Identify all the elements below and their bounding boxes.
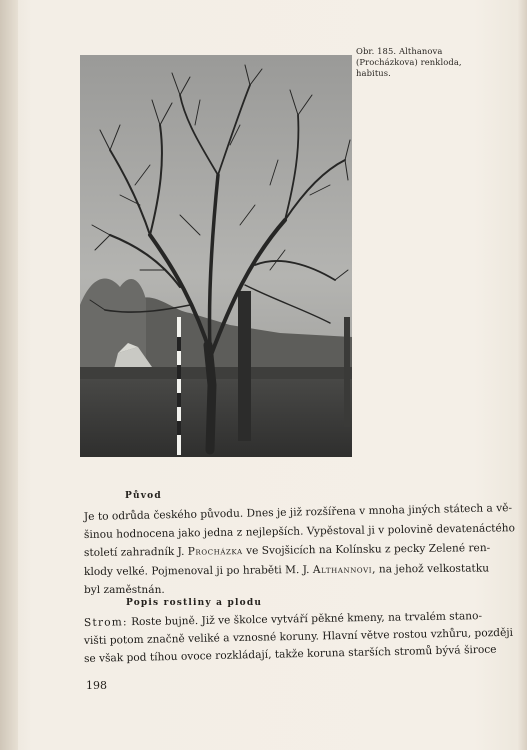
page-edge-shadow: [517, 0, 527, 750]
figure-caption: Obr. 185. Althanova (Procházkova) renkloda, habitus.: [356, 46, 462, 78]
section-heading-description: Popis rostliny a plodu: [126, 598, 263, 608]
text-line: století zahradník J. Procházka ve Svojšicích na Kolínsku z pecky Zelené ren-: [83, 542, 491, 560]
text-line: šinou hodnocena jako jedna z nejlepších. Vypěstoval ji v polovině devatenáctého: [83, 522, 516, 542]
text-line: klody velké. Pojmenoval ji po hraběti M. J. Althannovi, na jehož velkostatku: [83, 562, 490, 578]
text-line: Strom: Roste bujně. Již ve školce vytváří pěkné kmeny, na trvalém stano-: [83, 610, 483, 629]
tree-habitus-photo: [80, 55, 352, 457]
text-line: višti potom značně veliké a vznosné koruny. Hlavní větve rostou vzhůru, později: [83, 626, 514, 648]
tree-photo-drawing: [80, 55, 352, 457]
description-paragraph: [83, 610, 514, 669]
text-line: byl zaměstnán.: [84, 583, 165, 596]
run-in-term: Strom:: [83, 616, 128, 629]
text-line: se však pod tíhou ovoce rozkládají, takže koruna starších stromů bývá široce: [83, 644, 497, 666]
section-heading-origin: Původ: [125, 491, 162, 501]
page-binding-shadow: [0, 0, 18, 750]
person-name: Althannovi: [312, 563, 373, 576]
measuring-pole: [177, 317, 181, 455]
origin-paragraph: [83, 502, 516, 599]
page-number: 198: [86, 679, 107, 692]
text-line: Je to odrůda českého původu. Dnes je již rozšířena v mnoha jiných státech a vě-: [83, 502, 513, 523]
person-name: Procházka: [187, 545, 243, 559]
